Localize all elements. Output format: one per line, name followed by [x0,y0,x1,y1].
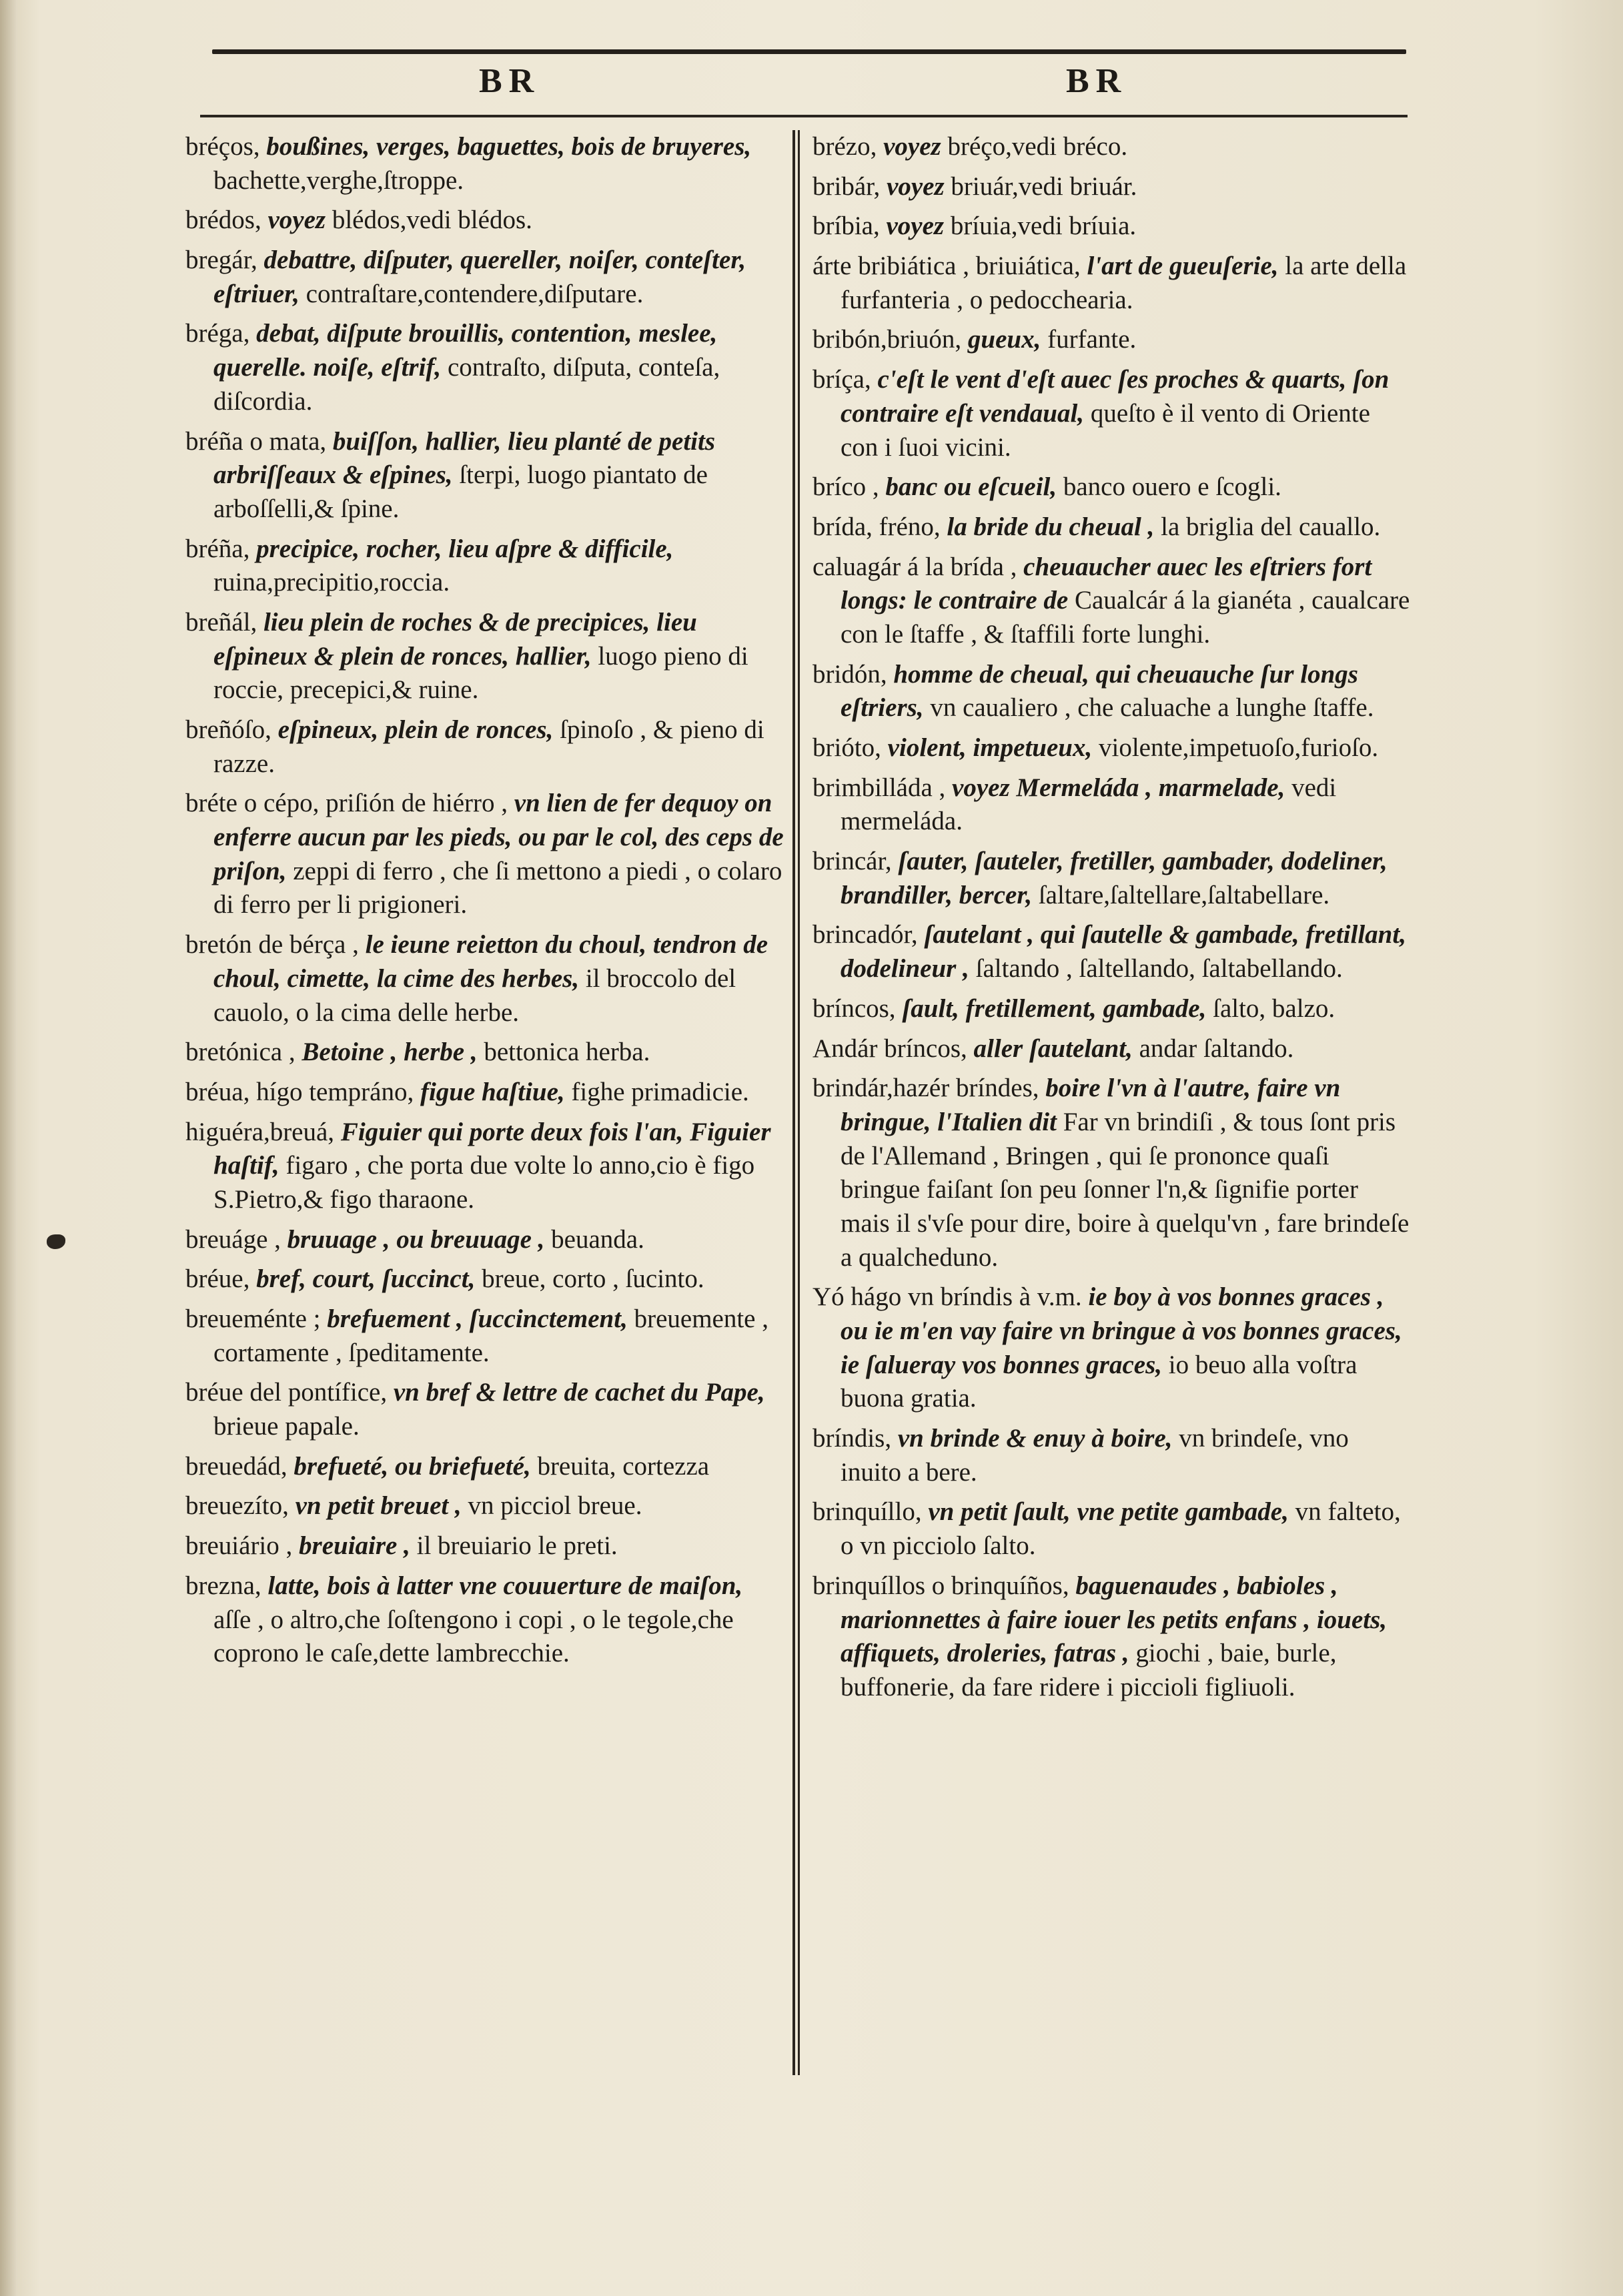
french-gloss: buiſſon, hallier, lieu planté de petits arbriſſeaux & eſpines, [213,426,716,490]
dictionary-entry [185,1223,786,1257]
french-gloss: vn lien de fer dequoy on enferre aucun par les pieds, ou par le col, des ceps de priſon, [213,789,784,885]
french-gloss: precipice, rocher, lieu aſpre & difficile, [256,534,674,563]
italian-gloss: Caualcár á la gianéta , caualcare con le ſtaffe , & ſtaffili forte lunghi. [841,586,1410,649]
dictionary-entry [813,210,1413,244]
french-gloss: brefuement , ſuccinctement, [327,1304,628,1333]
italian-gloss: zeppi di ferro , che ſi mettono a piedi , o colaro di ferro per li prigioneri. [213,856,782,919]
dictionary-entry [813,992,1413,1026]
italian-gloss: andar ſaltando. [1139,1034,1294,1063]
running-head-right: BR [1066,62,1128,100]
french-gloss: voyez [887,171,945,201]
headword: breueménte ; [185,1304,321,1333]
italian-gloss: ruina,precipitio,roccia. [213,568,450,597]
french-gloss: boußines, verges, baguettes, bois de bruyeres, [266,132,752,161]
headword: bretón de bérça , [185,930,359,960]
headword: brída, fréno, [813,512,941,541]
french-gloss: figue haſtiue, [420,1077,565,1106]
headword: bréga, [185,319,250,348]
headword: brezna, [185,1571,261,1600]
dictionary-entry [813,658,1413,725]
headword: breuedád, [185,1451,288,1481]
dictionary-entry [813,470,1413,504]
italian-gloss: giochi , baie, burle, buffonerie, da fare ridere i piccioli figliuoli. [841,1639,1337,1701]
italian-gloss: contraſto, diſputa, conteſa, diſcordia. [213,353,720,416]
dictionary-entry [185,317,786,418]
french-gloss: la bride du cheual , [947,512,1155,541]
headword: bréços, [185,132,260,161]
headword: brinquíllos o brinquíños, [813,1571,1069,1600]
italian-gloss: contraſtare,contendere,diſputare. [306,279,644,308]
dictionary-entry [185,532,786,600]
italian-gloss: ſalto, balzo. [1213,994,1335,1023]
french-gloss: ſault, fretillement, gambade, [902,994,1207,1023]
headword: bréña, [185,534,250,563]
french-gloss: aller ſautelant, [973,1034,1133,1063]
french-gloss: vn petit breuet , [295,1491,462,1521]
headword: breñál, [185,607,257,637]
french-gloss: le ieune reietton du choul, tendron de choul, cimette, la cime des herbes, [213,930,768,993]
italian-gloss: vn brindeſe, vno inuito a bere. [841,1424,1349,1487]
french-gloss: ie boy à vos bonnes graces , ou ie m'en vay faire vn bringue à vos bonnes graces, ie ſalueray vos bonnes graces, [841,1282,1402,1379]
french-gloss: gueux, [967,325,1041,354]
right-column [813,130,1413,1711]
headword: árte bribiática , briuiática, [813,252,1081,281]
dictionary-entry [813,1280,1413,1416]
italian-gloss: blédos,vedi blédos. [332,206,532,235]
italian-gloss: banco ouero e ſcogli. [1063,472,1281,502]
headword: bríncos, [813,994,896,1023]
italian-gloss: bréço,vedi bréco. [947,132,1128,161]
header-bottom-rule [200,115,1408,117]
headword: brimbilláda , [813,773,946,802]
italian-gloss: il broccolo del cauolo, o la cima delle herbe. [213,964,736,1027]
dictionary-entry [185,130,786,198]
italian-gloss: figaro , che porta due volte lo anno,cio è figo S.Pietro,& figo tharaone. [213,1151,755,1214]
dictionary-entry [185,1450,786,1484]
headword: breuáge , [185,1224,281,1254]
french-gloss: c'eſt le vent d'eſt auec ſes proches & quarts, ſon contraire eſt vendaual, [841,365,1390,428]
dictionary-entry [813,510,1413,544]
dictionary-entry [185,1376,786,1443]
dictionary-entry [813,731,1413,765]
french-gloss: debat, diſpute brouillis, contention, meslee, querelle. noiſe, eſtrif, [213,319,718,382]
french-gloss: latte, bois à latter vne couuerture de maiſon, [267,1571,743,1600]
dictionary-entry [813,845,1413,912]
headword: breñóſo, [185,715,272,744]
italian-gloss: Far vn brindiſi , & tous ſont pris de l'Allemand , Bringen , qui ſe prononce quaſi bringue faiſant ſon peu ſonner l'n,& ſignifie porter mais il s'vſe pour dire, boire à quelqu'vn , fare brindeſe a qualcheduno. [841,1107,1410,1272]
french-gloss: brefueté, ou briefueté, [294,1451,531,1481]
french-gloss: bref, court, ſuccinct, [256,1264,476,1294]
headword: bríndis, [813,1424,892,1453]
headword: bríco , [813,472,879,502]
dictionary-entry [813,771,1413,839]
dictionary-entry [813,1072,1413,1274]
french-gloss: ſauter, ſauteler, fretiller, gambader, dodeliner, brandiller, bercer, [841,847,1388,909]
french-gloss: voyez [267,206,326,235]
french-gloss: bruuage , ou breuuage , [287,1224,545,1254]
dictionary-entry [185,713,786,781]
headword: brinquíllo, [813,1497,922,1527]
french-gloss: banc ou eſcueil, [885,472,1057,502]
italian-gloss: vn falteto, o vn picciolo ſalto. [841,1497,1401,1561]
italian-gloss: briuár,vedi briuár. [951,171,1137,201]
book-gutter-edge [0,0,17,2296]
headword: breuiário , [185,1531,293,1561]
dictionary-entry [185,1569,786,1671]
dictionary-entry [185,1076,786,1110]
french-gloss: homme de cheual, qui cheuauche ſur longs eſtriers, [841,659,1358,723]
italian-gloss: io beuo alla voſtra buona gratia. [841,1350,1358,1413]
dictionary-entry [185,1116,786,1217]
dictionary-entry [813,1569,1413,1705]
italian-gloss: aſſe , o altro,che ſoſtengono i copi , o le tegole,che coprono le caſe,dette lambrecchie. [213,1605,734,1668]
header-top-rule [212,49,1406,54]
french-gloss: baguenaudes , babioles , marionnettes à faire iouer les petits enfans , iouets, affiquets, droleries, fatras , [841,1571,1388,1668]
column-divider-double [798,130,800,2075]
italian-gloss: ſterpi, luogo piantato de arboſſelli,& ſpine. [213,460,708,523]
dictionary-entry [185,425,786,526]
headword: bríbia, [813,212,880,241]
french-gloss: Figuier qui porte deux fois l'an, Figuier haſtif, [213,1117,771,1180]
headword: Andár bríncos, [813,1034,967,1063]
french-gloss: vn brinde & enuy à boire, [897,1424,1173,1453]
dictionary-entry [813,550,1413,652]
headword: bréue, [185,1264,250,1294]
italian-gloss: luogo pieno di roccie, precepici,& ruine. [213,641,748,705]
french-gloss: cheuaucher auec les eſtriers fort longs: le contraire de [841,552,1372,615]
headword: brincár, [813,847,892,876]
french-gloss: voyez [886,212,945,241]
italian-gloss: brieue papale. [213,1412,360,1441]
italian-gloss: ſaltando , ſaltellando, ſaltabellando. [975,954,1343,984]
french-gloss: vn bref & lettre de cachet du Pape, [393,1378,765,1407]
dictionary-entry [813,250,1413,317]
italian-gloss: breuita, cortezza [537,1451,710,1481]
italian-gloss: ſpinoſo , & pieno di razze. [213,715,764,778]
headword: brióto, [813,733,881,762]
italian-gloss: queſto è il vento di Oriente con i ſuoi vicini. [841,398,1370,462]
dictionary-entry [185,787,786,922]
italian-gloss: breuemente , cortamente , ſpeditamente. [213,1304,768,1367]
dictionary-entry [813,170,1413,204]
dictionary-entry [185,1262,786,1296]
french-gloss: ſautelant , qui ſautelle & gambade, fretillant, dodelineur , [841,920,1406,984]
headword: higuéra,breuá, [185,1117,335,1146]
dictionary-entry [813,918,1413,986]
italian-gloss: fighe primadicie. [571,1077,749,1106]
dictionary-entry [185,606,786,707]
headword: Yó hágo vn bríndis à v.m. [813,1282,1082,1312]
dictionary-entry [813,1495,1413,1563]
dictionary-entry [813,1032,1413,1066]
headword: brincadór, [813,920,918,949]
headword: bretónica , [185,1038,296,1067]
headword: bríça, [813,365,871,394]
headword: brédos, [185,206,261,235]
headword: bréue del pontífice, [185,1378,388,1407]
french-gloss: breuiaire , [299,1531,410,1561]
headword: bréte o cépo, priſión de hiérro , [185,789,508,818]
dictionary-entry [185,1529,786,1563]
italian-gloss: bettonica herba. [484,1038,650,1067]
italian-gloss: vn caualiero , che caluache a lunghe ſtaffe. [930,693,1374,723]
italian-gloss: bachette,verghe,ſtroppe. [213,165,464,195]
italian-gloss: il breuiario le preti. [416,1531,618,1561]
french-gloss: voyez [883,132,941,161]
italian-gloss: vn picciol breue. [468,1491,642,1521]
french-gloss: l'art de gueuſerie, [1087,252,1279,281]
dictionary-entry [185,204,786,238]
headword: brézo, [813,132,877,161]
column-divider [792,130,795,2075]
italian-gloss: vedi mermeláda. [841,773,1337,836]
french-gloss: debattre, diſputer, quereller, noiſer, conteſter, eſtriuer, [213,246,746,308]
dictionary-entry [813,1422,1413,1489]
headword: caluagár á la brída , [813,552,1017,581]
italian-gloss: violente,impetuoſo,furioſo. [1099,733,1379,762]
italian-gloss: la briglia del cauallo. [1161,512,1381,541]
headword: breuezíto, [185,1491,289,1521]
dictionary-entry [185,1036,786,1070]
dictionary-entry [185,928,786,1030]
running-head-left: BR [479,62,541,100]
left-column [185,130,786,1677]
headword: bréua, hígo tempráno, [185,1077,414,1106]
dictionary-entry [813,323,1413,357]
italian-gloss: la arte della furfanteria , o pedocchearia. [841,252,1407,314]
italian-gloss: bríuia,vedi bríuia. [950,212,1137,241]
headword: bribón,briuón, [813,325,962,354]
headword: bridón, [813,659,887,689]
dictionary-entry [185,1302,786,1370]
dictionary-entry [185,244,786,311]
headword: bregár, [185,246,257,275]
french-gloss: vn petit ſault, vne petite gambade, [928,1497,1289,1527]
french-gloss: voyez Mermeláda , marmelade, [952,773,1285,802]
italian-gloss: ſaltare,ſaltellare,ſaltabellare. [1038,880,1330,909]
french-gloss: boire l'vn à l'autre, faire vn bringue, l'Italien dit [841,1074,1341,1136]
headword: brindár,hazér bríndes, [813,1074,1039,1103]
italian-gloss: beuanda. [551,1224,644,1254]
headword: bréña o mata, [185,426,327,456]
french-gloss: violent, impetueux, [887,733,1093,762]
french-gloss: Betoine , herbe , [302,1038,478,1067]
italian-gloss: furfante. [1047,325,1137,354]
french-gloss: eſpineux, plein de ronces, [278,715,554,744]
headword: bribár, [813,171,881,201]
italian-gloss: breue, corto , ſucinto. [482,1264,704,1294]
dictionary-entry [185,1489,786,1523]
dictionary-entry [813,130,1413,164]
dictionary-entry [813,363,1413,464]
french-gloss: lieu plein de roches & de precipices, lieu eſpineux & plein de ronces, hallier, [213,607,697,671]
